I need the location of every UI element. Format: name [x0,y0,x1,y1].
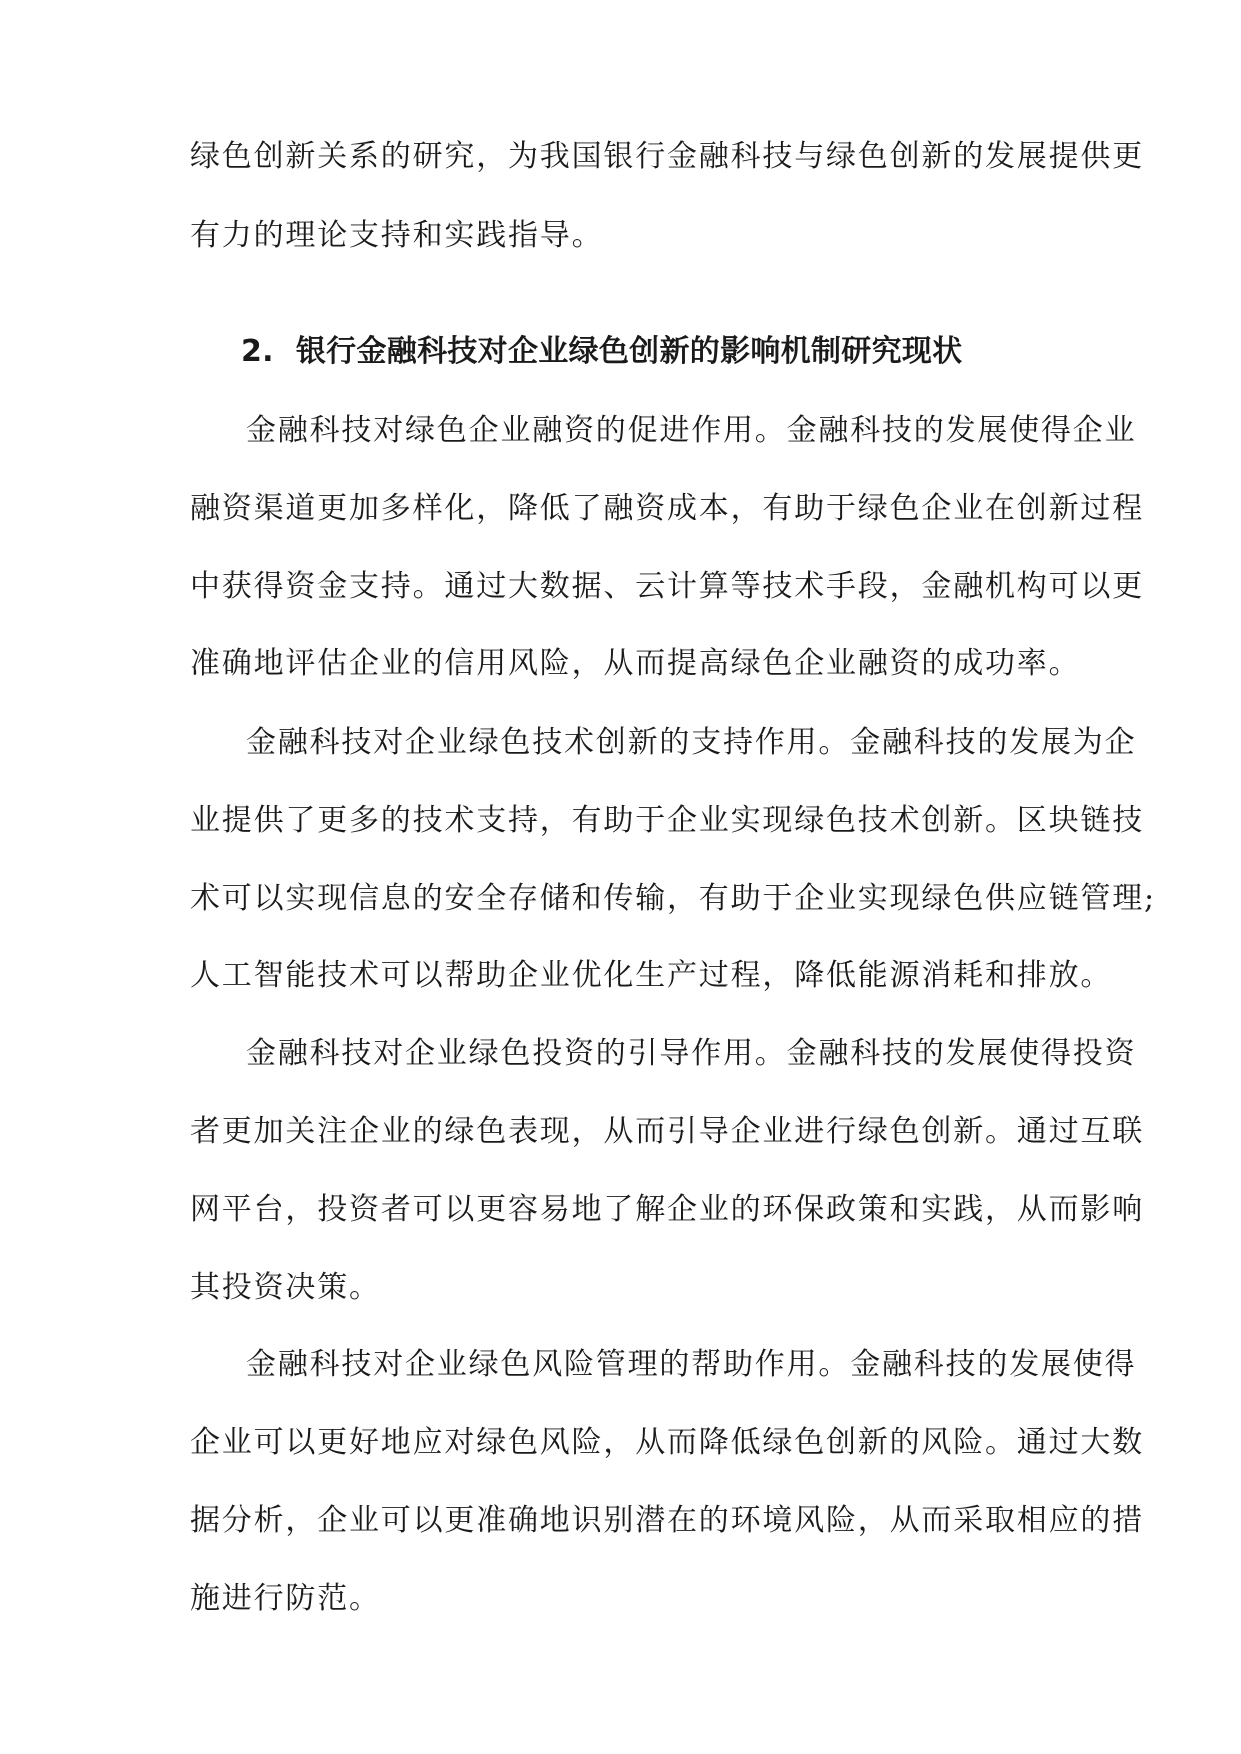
section-heading [241,332,962,372]
paragraph-line: 中获得资金支持。通过大数据、云计算等技术手段，金融机构可以更 [190,569,1144,604]
paragraph-line: 术可以实现信息的安全存储和传输，有助于企业实现绿色供应链管理; [190,881,1156,916]
intro-line-2: 有力的理论支持和实践指导。 [190,218,604,253]
paragraph-line: 业提供了更多的技术支持，有助于企业实现绿色技术创新。区块链技 [190,803,1144,838]
paragraph-line: 企业可以更好地应对绿色风险，从而降低绿色创新的风险。通过大数 [190,1425,1144,1460]
section-title: 银行金融科技对企业绿色创新的影响机制研究现状 [295,334,963,369]
section-number: 2. [241,334,274,369]
paragraph-line: 者更加关注企业的绿色表现，从而引导企业进行绿色创新。通过互联 [190,1114,1144,1149]
intro-line-1: 绿色创新关系的研究，为我国银行金融科技与绿色创新的发展提供更 [190,139,1144,174]
paragraph-line: 据分析，企业可以更准确地识别潜在的环境风险，从而采取相应的措 [190,1503,1144,1538]
paragraph-line: 金融科技对绿色企业融资的促进作用。金融科技的发展使得企业 [246,413,1137,448]
paragraph-line: 金融科技对企业绿色技术创新的支持作用。金融科技的发展为企 [246,725,1137,760]
paragraph-line: 融资渠道更加多样化，降低了融资成本，有助于绿色企业在创新过程 [190,491,1144,526]
paragraph-line: 金融科技对企业绿色风险管理的帮助作用。金融科技的发展使得 [246,1347,1137,1382]
paragraph-line: 人工智能技术可以帮助企业优化生产过程，降低能源消耗和排放。 [190,958,1113,993]
paragraph-line: 网平台，投资者可以更容易地了解企业的环保政策和实践，从而影响 [190,1192,1144,1227]
paragraph-line: 金融科技对企业绿色投资的引导作用。金融科技的发展使得投资 [246,1036,1137,1071]
paragraph-line: 其投资决策。 [190,1270,381,1305]
paragraph-line: 施进行防范。 [190,1581,381,1616]
paragraph-line: 准确地评估企业的信用风险，从而提高绿色企业融资的成功率。 [190,646,1081,681]
